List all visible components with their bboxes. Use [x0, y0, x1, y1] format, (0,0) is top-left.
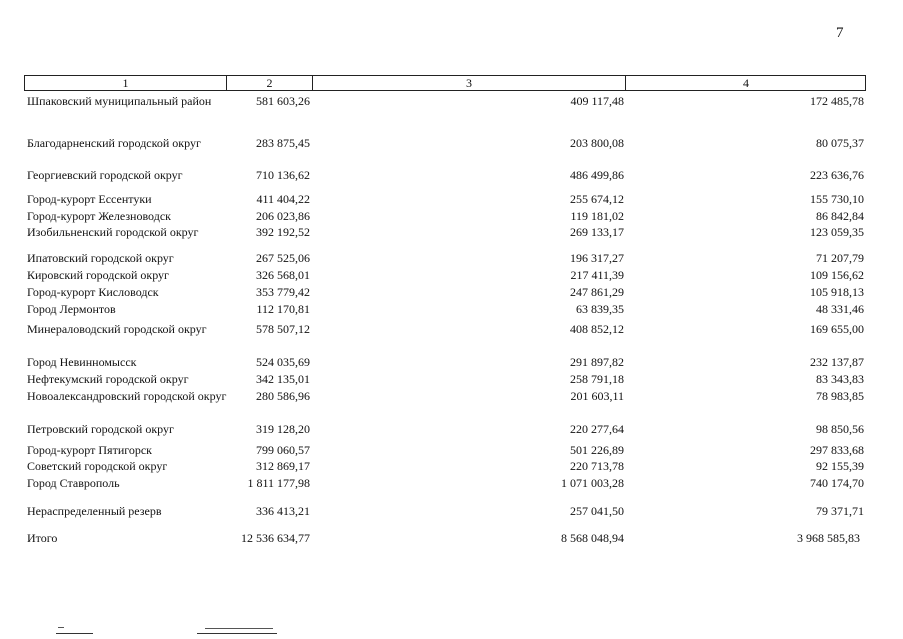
- row-name: Нераспределенный резерв: [27, 504, 162, 518]
- row-value-col-4: 232 137,87: [810, 355, 864, 369]
- row-value-col-4: 80 075,37: [816, 136, 864, 150]
- row-name: Город Невинномысск: [27, 355, 137, 369]
- row-value-col-3: 217 411,39: [570, 268, 624, 282]
- row-name: Город Ставрополь: [27, 476, 120, 490]
- row-value-col-2: 411 404,22: [256, 192, 310, 206]
- header-col-2: 2: [227, 76, 313, 90]
- row-value-col-4: 78 983,85: [816, 389, 864, 403]
- row-name: Георгиевский городской округ: [27, 168, 183, 182]
- signature-line: [56, 633, 93, 634]
- row-name: Шпаковский муниципальный район: [27, 94, 212, 108]
- row-value-col-3: 220 713,78: [570, 459, 624, 473]
- row-value-col-2: 799 060,57: [256, 443, 310, 457]
- row-value-col-2: 392 192,52: [256, 225, 310, 239]
- row-value-col-2: 283 875,45: [256, 136, 310, 150]
- row-name: Город Лермонтов: [27, 302, 116, 316]
- row-value-col-4: 3 968 585,83: [797, 531, 860, 545]
- row-value-col-4: 123 059,35: [810, 225, 864, 239]
- row-value-col-3: 247 861,29: [570, 285, 624, 299]
- row-value-col-3: 408 852,12: [570, 322, 624, 336]
- row-value-col-3: 486 499,86: [570, 168, 624, 182]
- row-name: Нефтекумский городской округ: [27, 372, 189, 386]
- row-value-col-3: 257 041,50: [570, 504, 624, 518]
- row-value-col-4: 109 156,62: [810, 268, 864, 282]
- row-value-col-3: 63 839,35: [576, 302, 624, 316]
- row-value-col-4: 740 174,70: [810, 476, 864, 490]
- row-value-col-2: 206 023,86: [256, 209, 310, 223]
- row-value-col-2: 326 568,01: [256, 268, 310, 282]
- row-value-col-2: 342 135,01: [256, 372, 310, 386]
- row-name: Советский городской округ: [27, 459, 168, 473]
- row-value-col-3: 258 791,18: [570, 372, 624, 386]
- row-name: Итого: [27, 531, 58, 545]
- row-value-col-2: 1 811 177,98: [247, 476, 310, 490]
- row-value-col-4: 71 207,79: [816, 251, 864, 265]
- row-value-col-4: 48 331,46: [816, 302, 864, 316]
- table-header: [24, 75, 866, 91]
- row-name: Город-курорт Железноводск: [27, 209, 171, 223]
- row-value-col-2: 710 136,62: [256, 168, 310, 182]
- row-value-col-2: 280 586,96: [256, 389, 310, 403]
- row-name: Минераловодский городской округ: [27, 322, 207, 336]
- row-value-col-4: 155 730,10: [810, 192, 864, 206]
- row-value-col-2: 319 128,20: [256, 422, 310, 436]
- row-name: Кировский городской округ: [27, 268, 169, 282]
- row-value-col-3: 203 800,08: [570, 136, 624, 150]
- row-value-col-3: 409 117,48: [570, 94, 624, 108]
- signature-line: [197, 633, 277, 634]
- row-name: Город-курорт Пятигорск: [27, 443, 153, 457]
- row-value-col-3: 8 568 048,94: [561, 531, 624, 545]
- row-value-col-4: 223 636,76: [810, 168, 864, 182]
- page-number: 7: [836, 25, 844, 41]
- row-value-col-2: 12 536 634,77: [241, 531, 310, 545]
- row-name: Город-курорт Ессентуки: [27, 192, 152, 206]
- row-value-col-3: 119 181,02: [570, 209, 624, 223]
- row-name: Город-курорт Кисловодск: [27, 285, 159, 299]
- row-value-col-2: 353 779,42: [256, 285, 310, 299]
- row-value-col-3: 220 277,64: [570, 422, 624, 436]
- row-name: Петровский городской округ: [27, 422, 174, 436]
- row-value-col-4: 92 155,39: [816, 459, 864, 473]
- row-value-col-3: 291 897,82: [570, 355, 624, 369]
- header-col-4: 4: [743, 76, 749, 90]
- signature-stroke: [58, 627, 64, 628]
- row-name: Изобильненский городской округ: [27, 225, 199, 239]
- row-value-col-2: 267 525,06: [256, 251, 310, 265]
- row-value-col-3: 201 603,11: [570, 389, 624, 403]
- row-value-col-2: 524 035,69: [256, 355, 310, 369]
- row-name: Новоалександровский городской округ: [27, 389, 227, 403]
- row-value-col-4: 105 918,13: [810, 285, 864, 299]
- row-value-col-3: 196 317,27: [570, 251, 624, 265]
- signature-stroke: [205, 628, 273, 629]
- row-value-col-4: 83 343,83: [816, 372, 864, 386]
- row-value-col-4: 86 842,84: [816, 209, 864, 223]
- row-value-col-4: 172 485,78: [810, 94, 864, 108]
- row-value-col-2: 112 170,81: [256, 302, 310, 316]
- row-value-col-3: 1 071 003,28: [561, 476, 624, 490]
- header-col-3: 3: [313, 76, 626, 90]
- row-value-col-4: 79 371,71: [816, 504, 864, 518]
- row-name: Ипатовский городской округ: [27, 251, 174, 265]
- header-col-1: 1: [25, 76, 227, 90]
- row-value-col-2: 581 603,26: [256, 94, 310, 108]
- row-name: Благодарненский городской округ: [27, 136, 201, 150]
- row-value-col-3: 501 226,89: [570, 443, 624, 457]
- row-value-col-4: 297 833,68: [810, 443, 864, 457]
- row-value-col-3: 255 674,12: [570, 192, 624, 206]
- row-value-col-4: 98 850,56: [816, 422, 864, 436]
- row-value-col-3: 269 133,17: [570, 225, 624, 239]
- row-value-col-2: 336 413,21: [256, 504, 310, 518]
- row-value-col-2: 312 869,17: [256, 459, 310, 473]
- row-value-col-2: 578 507,12: [256, 322, 310, 336]
- row-value-col-4: 169 655,00: [810, 322, 864, 336]
